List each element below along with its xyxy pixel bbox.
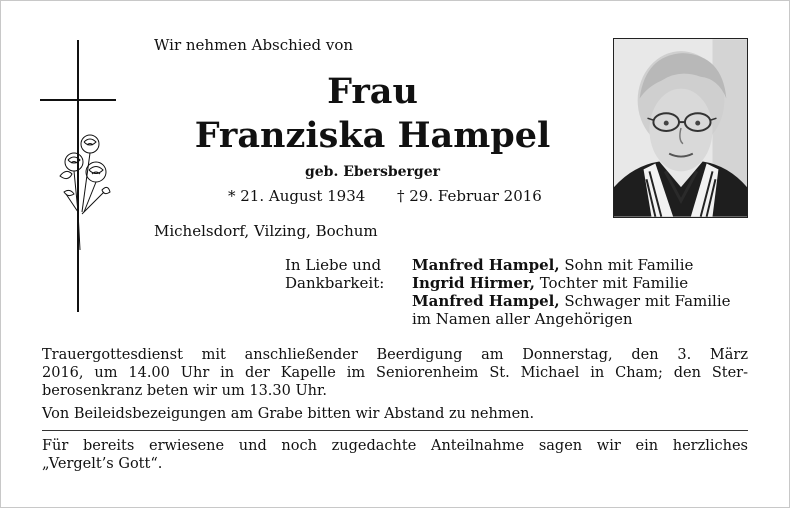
service-line: berosenkranz beten wir um 13.30 Uhr. [42,383,327,399]
service-line: 2016, um 14.00 Uhr in der Kapelle im Seniorenheim St. Michael in Cham; den Ster- [42,365,748,381]
mourner-relation: Sohn mit Familie [559,256,694,274]
mourner-name: Manfred Hampel, [412,256,560,274]
deceased-name: Franziska Hampel [194,115,551,156]
thanks-line: Für bereits erwiesene und noch zugedachte Anteilnahme sagen wir ein herzliches [42,438,748,454]
mourner-relation: Tochter mit Familie [534,274,689,292]
mourning-label-line1: In Liebe und [285,256,382,274]
mourner-name: Ingrid Hirmer, [412,274,535,292]
mourner-entry [412,292,731,310]
mourners-list [412,256,731,328]
mourner-entry [412,274,731,292]
thanks-line: „Vergelt’s Gott“. [42,456,163,472]
mourning-label [285,256,384,292]
birth-date: * 21. August 1934 [228,187,366,205]
mourner-relation: Schwager mit Familie [559,292,731,310]
maiden-name: geb. Ebersberger [304,164,440,180]
condolence-note: Von Beileidsbezeigungen am Grabe bitten wir Abstand zu nehmen. [42,406,535,422]
portrait-photo [613,38,748,218]
mourner-entry [412,256,731,274]
service-line: Trauergottesdienst mit anschließender Beerdigung am Donnerstag, den 3. März [42,347,748,363]
mourner-name: Manfred Hampel, [412,292,560,310]
death-date: † 29. Februar 2016 [397,187,542,205]
mourning-label-line2: Dankbarkeit: [285,274,385,292]
divider [42,430,748,431]
service-paragraph [42,346,748,400]
intro-text: Wir nehmen Abschied von [154,36,354,54]
places: Michelsdorf, Vilzing, Bochum [154,222,378,240]
thanks-paragraph [42,437,748,473]
all-relatives-line: im Namen aller Angehörigen [412,310,633,328]
salutation: Frau [327,71,418,112]
